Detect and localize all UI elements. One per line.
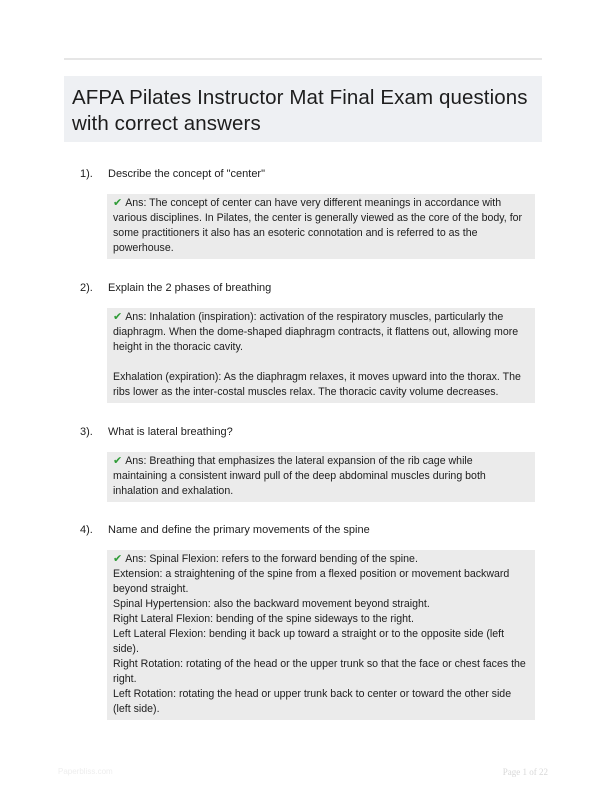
answer-box [107, 194, 535, 259]
answer-line: Spinal Hypertension: also the backward movement beyond straight. [113, 598, 430, 610]
top-divider [64, 58, 542, 60]
question-header [80, 167, 535, 181]
question-header [80, 425, 535, 439]
answer-text: Ans: Spinal Flexion: refers to the forward bending of the spine. [125, 553, 418, 565]
question-text: Explain the 2 phases of breathing [108, 282, 272, 294]
question-header [80, 281, 535, 295]
answer-line [113, 310, 529, 355]
answer-text: Ans: Breathing that emphasizes the lateral expansion of the rib cage while maintaining a consistent inward pull of the deep abdominal muscles during both inhalation and exhalation. [113, 455, 486, 497]
question-text: Name and define the primary movements of the spine [108, 524, 370, 536]
answer-box [107, 550, 535, 720]
question-block [80, 523, 535, 720]
paragraph-gap [113, 355, 529, 370]
answer-line: Exhalation (expiration): As the diaphragm relaxes, it moves upward into the thorax. The ribs lower as the inter-costal muscles relax. The thoracic cavity volume decreases. [113, 371, 521, 398]
question-number: 4). [80, 524, 93, 536]
answer-text: Ans: Inhalation (inspiration): activation of the respiratory muscles, particularly the diaphragm. When the dome-shaped diaphragm contracts, it flattens out, allowing more height in the thoracic cavity. [113, 311, 519, 353]
check-icon: ✔ [113, 311, 123, 323]
answer-box [107, 452, 535, 502]
question-number: 1). [80, 168, 93, 180]
question-header [80, 523, 535, 537]
answer-text: Ans: The concept of center can have very different meanings in accordance with various disciplines. In Pilates, the center is generally viewed as the core of the body, for some practitioners it also has an esoteric connotation and is referred to as the powerhouse. [113, 197, 523, 254]
answer-line [113, 454, 529, 499]
question-number: 2). [80, 282, 93, 294]
footer-site: Paperbliss.com [58, 767, 113, 776]
question-block [80, 167, 535, 259]
question-number: 3). [80, 426, 93, 438]
page-title: AFPA Pilates Instructor Mat Final Exam questions with correct answers [72, 86, 528, 135]
question-block [80, 281, 535, 403]
check-icon: ✔ [113, 455, 123, 467]
answer-line [113, 552, 529, 567]
question-text: What is lateral breathing? [108, 426, 233, 438]
answer-line: Extension: a straightening of the spine from a flexed position or movement backward beyond straight. [113, 568, 510, 595]
check-icon: ✔ [113, 197, 123, 209]
answer-line [113, 196, 529, 256]
footer-page-number: Page 1 of 22 [502, 767, 548, 777]
answer-line: Left Rotation: rotating the head or upper trunk back to center or toward the other side (left side). [113, 688, 512, 715]
answer-line: Left Lateral Flexion: bending it back up toward a straight or to the opposite side (left side). [113, 628, 505, 655]
answer-line: Right Rotation: rotating of the head or the upper trunk so that the face or chest faces the right. [113, 658, 526, 685]
question-text: Describe the concept of "center" [108, 168, 266, 180]
question-block [80, 425, 535, 502]
answer-box [107, 308, 535, 403]
answer-line: Right Lateral Flexion: bending of the spine sideways to the right. [113, 613, 414, 625]
title-box [64, 76, 542, 142]
check-icon: ✔ [113, 553, 123, 565]
